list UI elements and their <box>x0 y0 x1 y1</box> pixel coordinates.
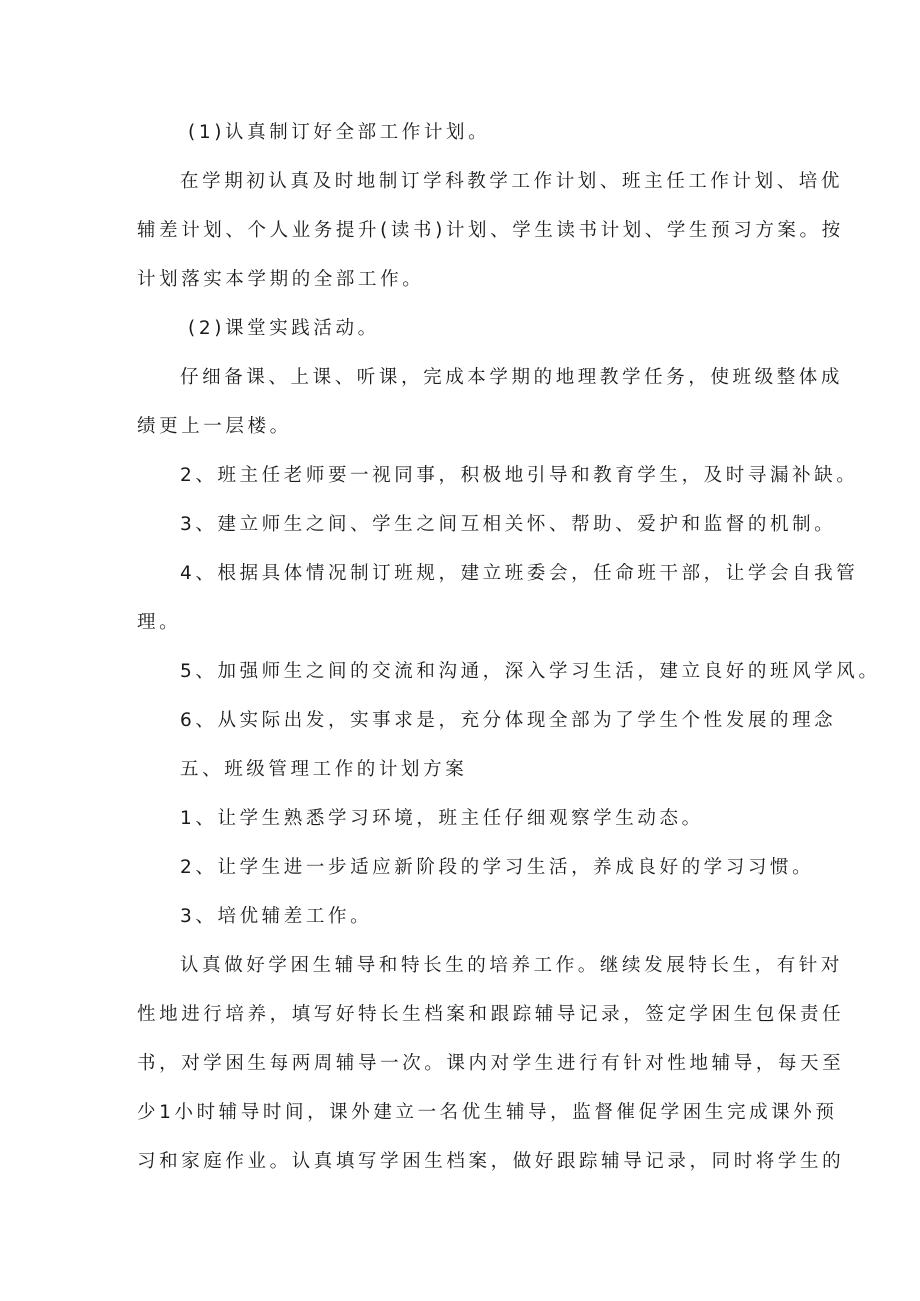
text-line: 理。 <box>137 612 182 633</box>
list-item: 1、让学生熟悉学习环境，班主任仔细观察学生动态。 <box>180 808 704 829</box>
text-line: 书，对学困生每两周辅导一次。课内对学生进行有针对性地辅导，每天至 <box>137 1053 845 1074</box>
list-item: 2、让学生进一步适应新阶段的学习生活，养成良好的学习习惯。 <box>180 857 815 878</box>
text-line: 习和家庭作业。认真填写学困生档案，做好跟踪辅导记录，同时将学生的 <box>137 1151 845 1172</box>
list-item: 5、加强师生之间的交流和沟通，深入学习生活，建立良好的班风学风。 <box>180 661 881 682</box>
text-line: 认真做好学困生辅导和特长生的培养工作。继续发展特长生，有针对 <box>180 955 844 976</box>
text-line: 在学期初认真及时地制订学科教学工作计划、班主任工作计划、培优 <box>180 171 844 192</box>
text-line: 计划落实本学期的全部工作。 <box>137 269 425 290</box>
section-heading: 五、班级管理工作的计划方案 <box>180 759 468 780</box>
list-item: 3、培优辅差工作。 <box>180 906 373 927</box>
subheading-practice: (2)课堂实践活动。 <box>188 318 380 339</box>
text-line: 辅差计划、个人业务提升(读书)计划、学生读书计划、学生预习方案。按 <box>137 220 844 241</box>
list-item: 6、从实际出发，实事求是，充分体现全部为了学生个性发展的理念 <box>180 710 837 731</box>
text-line: 仔细备课、上课、听课，完成本学期的地理教学任务，使班级整体成 <box>180 367 844 388</box>
text-line: 少1小时辅导时间，课外建立一名优生辅导，监督催促学困生完成课外预 <box>137 1102 838 1123</box>
text-line: 性地进行培养，填写好特长生档案和跟踪辅导记录，签定学困生包保责任 <box>137 1004 845 1025</box>
list-item: 3、建立师生之间、学生之间互相关怀、帮助、爱护和监督的机制。 <box>180 514 837 535</box>
text-line: 绩更上一层楼。 <box>137 416 292 437</box>
subheading-plan: (1)认真制订好全部工作计划。 <box>188 122 491 143</box>
list-item: 2、班主任老师要一视同事，积极地引导和教育学生，及时寻漏补缺。 <box>180 465 859 486</box>
list-item: 4、根据具体情况制订班规，建立班委会，任命班干部，让学会自我管 <box>180 563 859 584</box>
